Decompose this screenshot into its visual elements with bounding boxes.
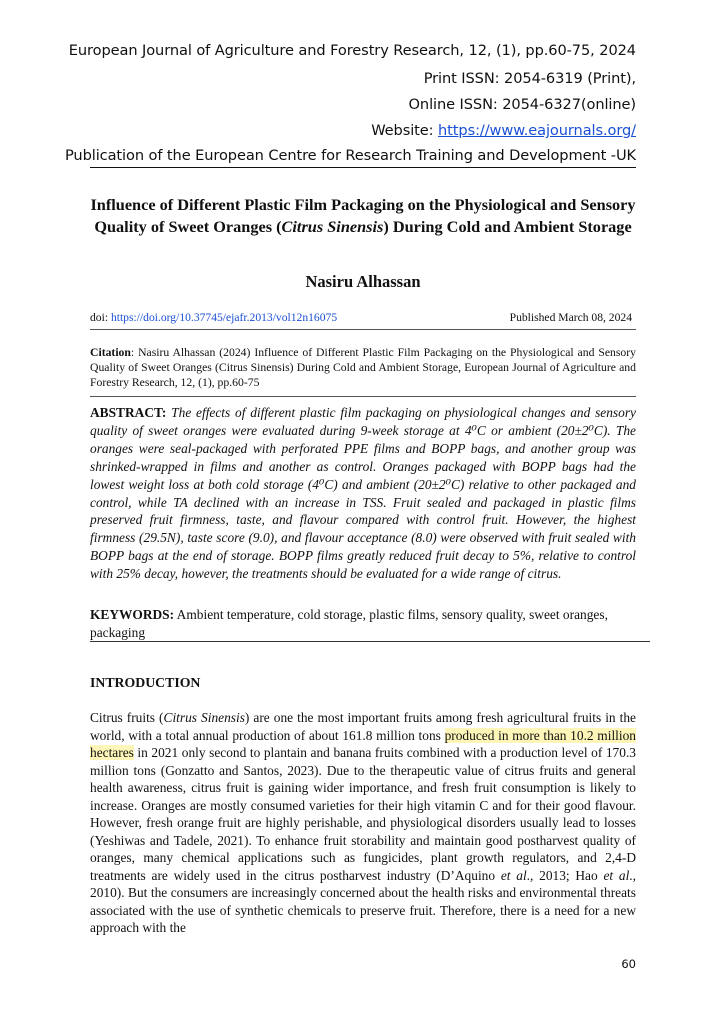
section-heading-introduction: INTRODUCTION: [90, 675, 201, 690]
intro-text-4: ., 2013; Hao: [526, 867, 604, 883]
citation-divider: [90, 396, 636, 397]
doi-label: doi:: [90, 311, 111, 324]
title-text-1: Influence of Different Plastic Film Packaging on the Physiological and Sensory Quality of Sweet Oranges (: [90, 195, 636, 236]
abstract-block: [90, 404, 636, 583]
keywords-block: [90, 606, 636, 641]
citation-label: Citation: [90, 346, 131, 359]
abstract-label: ABSTRACT:: [90, 405, 167, 420]
title-text-2: ) During Cold and Ambient Storage: [383, 217, 632, 236]
author-name: Nasiru Alhassan: [305, 272, 421, 291]
page-number: 60: [621, 957, 636, 971]
publisher-line: Publication of the European Centre for Research Training and Development -UK: [64, 147, 636, 164]
intro-etal-1: et al: [500, 867, 527, 883]
intro-text-2: ) are one the most important fruits among fresh agricultural fruits in the world, with a total annual production of about 161.8 million tons: [90, 710, 636, 743]
citation-block: [90, 346, 636, 390]
journal-website: [371, 122, 636, 139]
citation-text: : Nasiru Alhassan (2024) Influence of Different Plastic Film Packaging on the Physiological and Sensory Quality of Sweet Oranges (Citrus Sinensis) During Cold and Ambient Storage, European Journal of Agriculture and Forestry Research, 12, (1), pp.60-75: [90, 346, 636, 389]
abstract-text: The effects of different plastic film packaging on physiological changes and sensory quality of sweet oranges were evaluated during 9-week storage at 4⁰C or ambient (20±2⁰C). The oranges were seal-packaged with perforated PPE films and BOPP bags, and another group was shrinked-wrapped in films and another as control. Oranges packaged with BOPP bags had the lowest weight loss at both cold storage (4⁰C) and ambient (20±2⁰C) relative to other packaged and control, while TA declined with an increase in TSS. Fruit sealed and packaged in plastic films preserved fruit firmness, taste, and flavour compared with control fruit. However, the highest firmness (29.5N), taste score (9.0), and flavour acceptance (8.0) were observed with fruit sealed with BOPP bags at the end of storage. BOPP films greatly reduced fruit decay to 5%, relative to control with 25% decay, however, the treatments should be evaluated for a wide range of citrus.: [90, 405, 636, 582]
keywords-text: Ambient temperature, cold storage, plastic films, sensory quality, sweet oranges, packaging: [90, 607, 608, 640]
doi-link[interactable]: https://doi.org/10.37745/ejafr.2013/vol12n16075: [110, 311, 338, 324]
intro-text-3: in 2021 only second to plantain and banana fruits combined with a production level of 170.3 million tons (Gonzatto and Santos, 2023). Due to the therapeutic value of citrus fruits and general health awareness, citrus fruit is gaining wider importance, and fresh fruit consumption is likely to increase. Oranges are mostly consumed varieties for their high vitamin C and for their good flavour. However, fresh orange fruit are highly perishable, and physiological disorders usually lead to losses (Yeshiwas and Tadele, 2021). To enhance fruit storability and maintain good postharvest quality of oranges, many chemical applications such as fungicides, plant growth regulators, and 2,4-D treatments are widely used in the citrus postharvest industry (D’Aquino: [90, 745, 636, 883]
intro-species: Citrus Sinensis: [163, 710, 245, 725]
doi-divider: [90, 329, 636, 330]
online-issn: Online ISSN: 2054-6327(online): [408, 96, 636, 113]
title-species: Citrus Sinensis: [281, 217, 384, 236]
journal-citation-line: European Journal of Agriculture and Forestry Research, 12, (1), pp.60-75, 2024: [68, 42, 636, 59]
intro-text-1: Citrus fruits (: [90, 710, 164, 725]
intro-text-5: ., 2010). But the consumers are increasingly concerned about the health risks and environmental threats associated with the use of synthetic chemicals to preserve fruit. Therefore, there is a need for a new approach with the: [90, 867, 636, 935]
intro-etal-2: et al: [603, 867, 630, 883]
published-date: Published March 08, 2024: [509, 311, 632, 324]
print-issn: Print ISSN: 2054-6319 (Print),: [423, 70, 636, 87]
article-title: [90, 194, 636, 238]
introduction-paragraph: [90, 709, 636, 937]
intro-highlight: produced in more than 10.2 million hectares: [90, 727, 636, 760]
keywords-label: KEYWORDS:: [90, 607, 175, 622]
keywords-divider: [90, 641, 650, 642]
doi: [90, 311, 337, 324]
website-link[interactable]: https://www.eajournals.org/: [438, 122, 636, 139]
website-label: Website:: [371, 122, 439, 139]
header-divider: [90, 167, 636, 168]
